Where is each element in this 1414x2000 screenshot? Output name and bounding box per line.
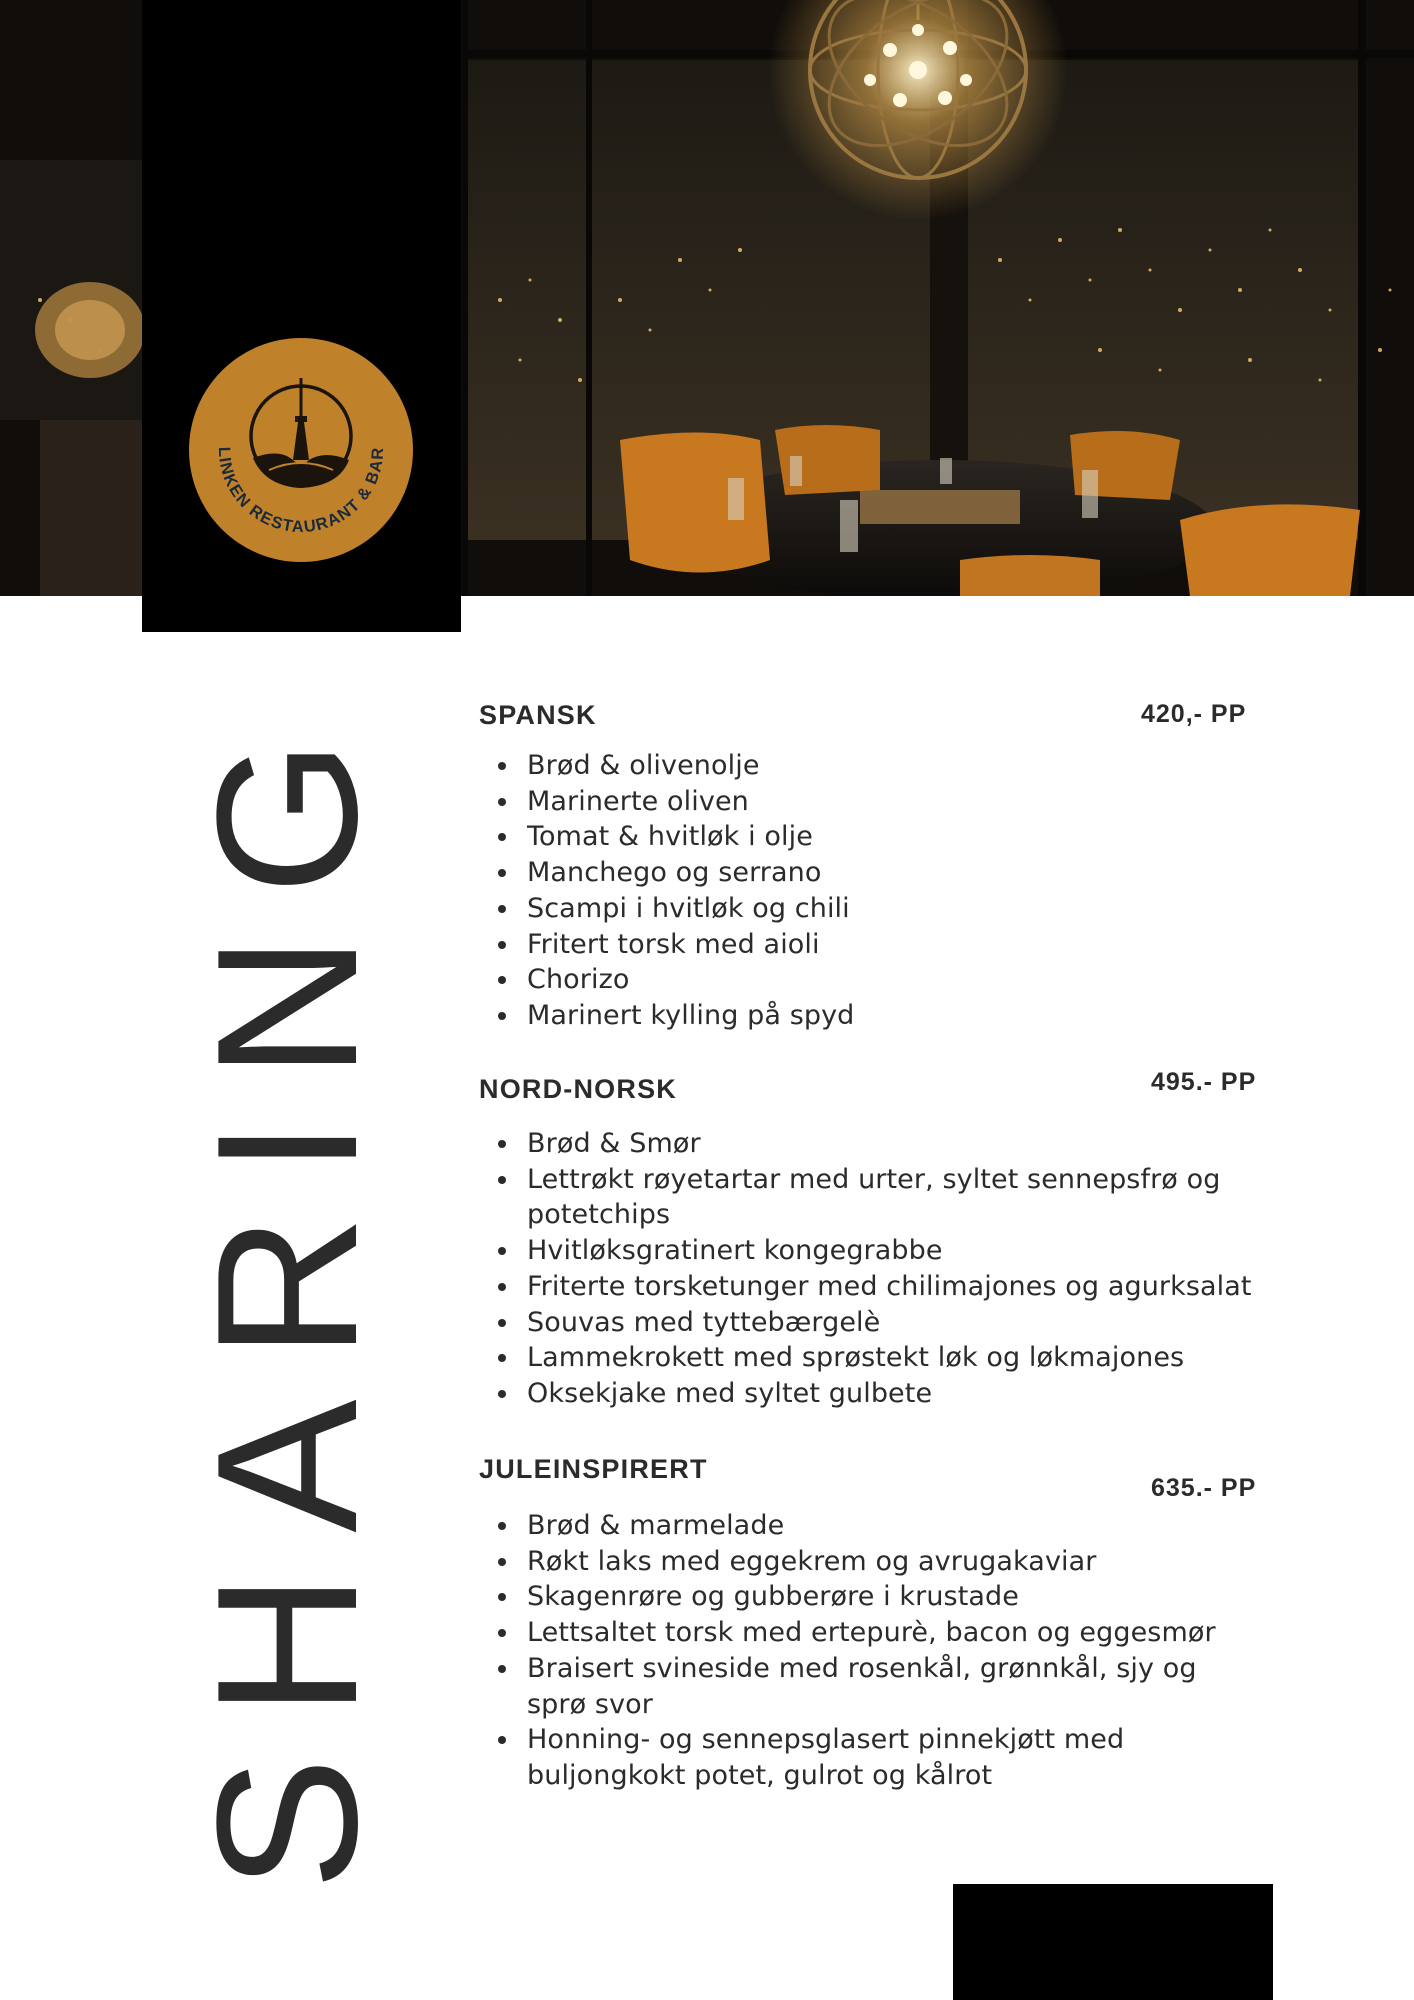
list-item: Røkt laks med eggekrem og avrugakaviar — [479, 1544, 1259, 1580]
list-item: Souvas med tyttebærgelè — [479, 1305, 1269, 1341]
section-price: 635.- PP — [1151, 1474, 1257, 1502]
list-item: Brød & Smør — [479, 1126, 1269, 1162]
heading-container — [175, 680, 399, 1910]
list-item: Oksekjake med syltet gulbete — [479, 1376, 1269, 1412]
decorative-block — [953, 1884, 1273, 2000]
list-item: Hvitløksgratinert kongegrabbe — [479, 1233, 1269, 1269]
section-title: JULEINSPIRERT — [479, 1454, 708, 1484]
item-list — [479, 748, 1279, 1034]
restaurant-logo — [189, 338, 413, 562]
list-item: Lettrøkt røyetartar med urter, syltet sennepsfrø og potetchips — [479, 1162, 1269, 1233]
section-price: 495.- PP — [1151, 1068, 1257, 1096]
list-item: Manchego og serrano — [479, 855, 1279, 891]
list-item: Brød & marmelade — [479, 1508, 1259, 1544]
list-item: Lettsaltet torsk med ertepurè, bacon og eggesmør — [479, 1615, 1259, 1651]
list-item: Friterte torsketunger med chilimajones og agurksalat — [479, 1269, 1269, 1305]
page-heading: SHARING — [175, 699, 399, 1891]
list-item: Marinert kylling på spyd — [479, 998, 1279, 1034]
list-item: Lammekrokett med sprøstekt løk og løkmajones — [479, 1340, 1269, 1376]
list-item: Tomat & hvitløk i olje — [479, 819, 1279, 855]
list-item: Honning- og sennepsglasert pinnekjøtt med buljongkokt potet, gulrot og kålrot — [479, 1722, 1259, 1793]
section-title: NORD-NORSK — [479, 1074, 677, 1104]
list-item: Fritert torsk med aioli — [479, 927, 1279, 963]
list-item: Braisert svineside med rosenkål, grønnkål, sjy og sprø svor — [479, 1651, 1259, 1722]
item-list — [479, 1508, 1259, 1794]
list-item: Scampi i hvitløk og chili — [479, 891, 1279, 927]
list-item: Marinerte oliven — [479, 784, 1279, 820]
list-item: Chorizo — [479, 962, 1279, 998]
section-price: 420,- PP — [1141, 700, 1247, 728]
list-item: Brød & olivenolje — [479, 748, 1279, 784]
logo-text: LINKEN RESTAURANT & BAR — [214, 446, 388, 537]
item-list — [479, 1126, 1269, 1412]
list-item: Skagenrøre og gubberøre i krustade — [479, 1579, 1259, 1615]
logo-strip — [142, 0, 461, 632]
section-title: SPANSK — [479, 700, 597, 730]
